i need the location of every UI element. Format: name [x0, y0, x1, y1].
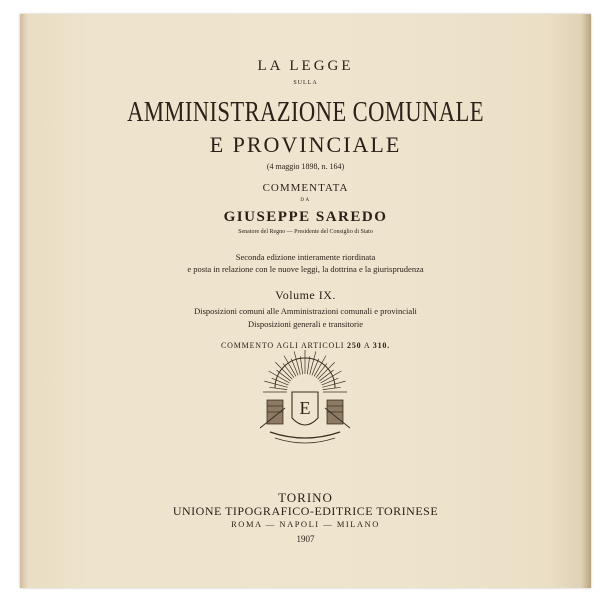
article-start: 250	[347, 341, 362, 350]
commento-middle: A	[363, 341, 370, 350]
commentata-label: COMMENTATA	[262, 182, 349, 194]
sun-ray	[300, 356, 302, 374]
title-line-sulla: SULLA	[293, 80, 318, 86]
edition-line-2: e posta in relazione con le nuove leggi, la dottrina e la giurisprudenza	[187, 264, 424, 274]
author-title: Senatore del Regno — Presidente del Consiglio di Stato	[238, 229, 373, 235]
imprint-publisher: UNIONE TIPOGRAFICO-EDITRICE TORINESE	[172, 504, 439, 518]
volume-label: Volume IX.	[275, 288, 336, 302]
imprint-year: 1907	[296, 534, 315, 544]
sun-rays-icon	[263, 350, 347, 392]
paper-sheet	[20, 14, 591, 588]
emblem-letter: E	[299, 398, 311, 418]
volume-description-line-1: Disposizioni comuni alle Amministrazioni comunali e provinciali	[194, 306, 417, 316]
article-end: 310.	[372, 341, 390, 350]
publisher-emblem-icon	[245, 348, 365, 463]
commento-prefix: COMMENTO AGLI ARTICOLI	[221, 341, 345, 350]
edition-line-1: Seconda edizione intieramente riordinata	[235, 252, 376, 262]
imprint-place: TORINO	[278, 490, 333, 505]
sun-ray	[310, 351, 316, 374]
sun-ray	[323, 387, 341, 389]
subtitle: E PROVINCIALE	[209, 132, 402, 157]
title-line-la-legge: LA LEGGE	[257, 58, 354, 74]
sun-ray	[269, 387, 287, 389]
sun-ray	[307, 356, 309, 374]
law-reference: (4 maggio 1898, n. 164)	[266, 162, 345, 171]
sun-ray	[294, 351, 300, 374]
volume-description-line-2: Disposizioni generali e transitorie	[248, 319, 363, 329]
da-label: DA	[300, 198, 311, 203]
author-name: GIUSEPPE SAREDO	[223, 209, 388, 225]
main-title: AMMINISTRAZIONE COMUNALE	[127, 96, 484, 128]
imprint-cities: ROMA — NAPOLI — MILANO	[231, 519, 380, 529]
